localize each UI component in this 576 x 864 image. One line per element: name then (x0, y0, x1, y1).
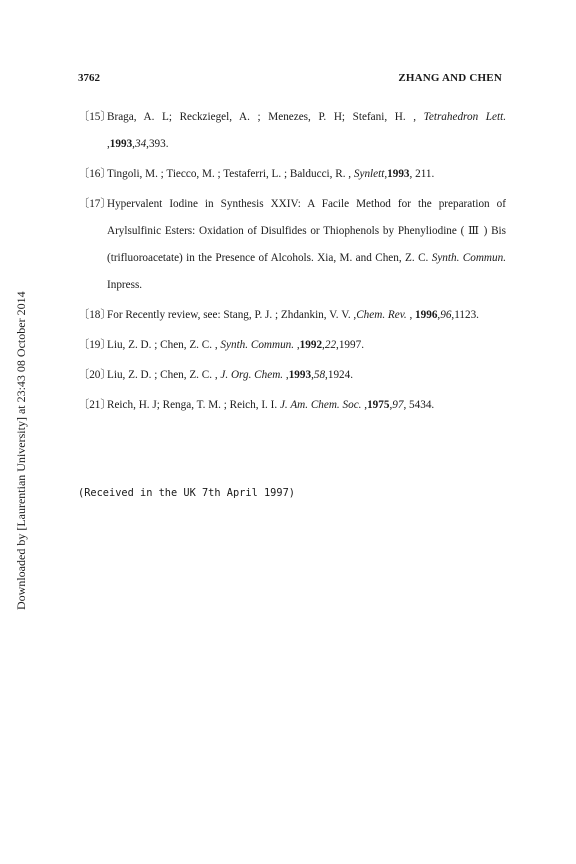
reference-text-part: J. Am. Chem. Soc. (279, 399, 362, 411)
reference-text-part: , (322, 339, 325, 351)
reference-text (107, 392, 506, 419)
reference-text (107, 362, 506, 389)
reference-text-part: Inpress. (107, 279, 143, 291)
reference-number: 〔20〕 (78, 369, 112, 381)
reference-item (78, 392, 506, 419)
reference-text-part: Hypervalent Iodine in Synthesis XXIV: A Facile Method for the preparation of Arylsulfinic Esters: Oxidation of Disulfides or Thiophenols by Phenyliodine ( Ⅲ ) Bis (trifluoroacetate) in the Presence of Alcohols. Xia, M. and Chen, Z. C. (107, 198, 506, 264)
reference-item (78, 191, 506, 299)
reference-item (78, 362, 506, 389)
reference-text-part: , (437, 309, 441, 321)
reference-text-part: 96 (440, 309, 452, 321)
reference-text (107, 161, 506, 188)
reference-text-part: Tingoli, M. ; Tiecco, M. ; Testaferri, L. ; Balducci, R. , (107, 168, 354, 180)
reference-number: 〔21〕 (78, 399, 112, 411)
reference-text-part: 1993 (387, 168, 410, 180)
reference-text-part: For Recently review, see: Stang, P. J. ; Zhdankin, V. V. , (107, 309, 357, 321)
page-number: 3762 (78, 72, 100, 84)
reference-item (78, 161, 506, 188)
reference-text (107, 302, 506, 329)
reference-text-part: , (311, 369, 314, 381)
received-note: (Received in the UK 7th April 1997) (78, 487, 295, 499)
reference-item (78, 332, 506, 359)
reference-text-part: , (389, 399, 393, 411)
reference-item (78, 302, 506, 329)
reference-number: 〔16〕 (78, 168, 112, 180)
reference-text-part: , (132, 138, 135, 150)
reference-text-part: , (406, 309, 416, 321)
reference-text-part: , (361, 399, 368, 411)
reference-text-part: , 5434. (403, 399, 435, 411)
reference-text-part: Tetrahedron Lett. (423, 111, 506, 123)
reference-text-part: 97 (392, 399, 404, 411)
reference-text (107, 191, 506, 299)
reference-text-part: ,1924. (325, 369, 354, 381)
download-watermark: Downloaded by [Laurentian University] at 23:43 08 October 2014 (14, 291, 28, 610)
reference-text-part: 34 (134, 138, 147, 150)
reference-text-part: J. Org. Chem. (220, 369, 284, 381)
reference-text-part: 1993 (288, 369, 312, 381)
reference-text-part: 22 (324, 339, 337, 351)
reference-text-part: Reich, H. J; Renga, T. M. ; Reich, I. I. (107, 399, 280, 411)
reference-number: 〔15〕 (78, 111, 112, 123)
reference-text-part: 58 (313, 369, 326, 381)
reference-text-part: Braga, A. L; Reckziegel, A. ; Menezes, P. H; Stefani, H. , (107, 111, 424, 123)
reference-text-part: 1992 (299, 339, 323, 351)
reference-text-part: , (294, 339, 300, 351)
reference-item (78, 104, 506, 158)
reference-text-part: , (107, 138, 110, 150)
reference-text-part: Synth. Commun. (431, 252, 506, 264)
reference-text-part: , (384, 168, 388, 180)
reference-number: 〔19〕 (78, 339, 112, 351)
reference-text (107, 104, 506, 158)
reference-text-part: Synth. Commun. (220, 339, 295, 351)
reference-text-part: Liu, Z. D. ; Chen, Z. C. , (107, 369, 221, 381)
reference-number: 〔17〕 (78, 198, 112, 210)
reference-text-part: ,1997. (336, 339, 364, 351)
reference-text-part: 1975 (367, 399, 390, 411)
reference-text-part: Synlett (353, 168, 385, 180)
reference-text-part: , 211. (409, 168, 435, 180)
reference-text-part: 1996 (415, 309, 438, 321)
reference-text (107, 332, 506, 359)
reference-number: 〔18〕 (78, 309, 112, 321)
running-head: ZHANG AND CHEN (398, 72, 502, 84)
reference-text-part: Liu, Z. D. ; Chen, Z. C. , (107, 339, 221, 351)
reference-list (78, 104, 506, 422)
reference-text-part: 1993 (109, 138, 133, 150)
reference-text-part: , (283, 369, 289, 381)
reference-text-part: ,1123. (451, 309, 479, 321)
reference-text-part: Chem. Rev. (356, 309, 407, 321)
reference-text-part: ,393. (146, 138, 169, 150)
